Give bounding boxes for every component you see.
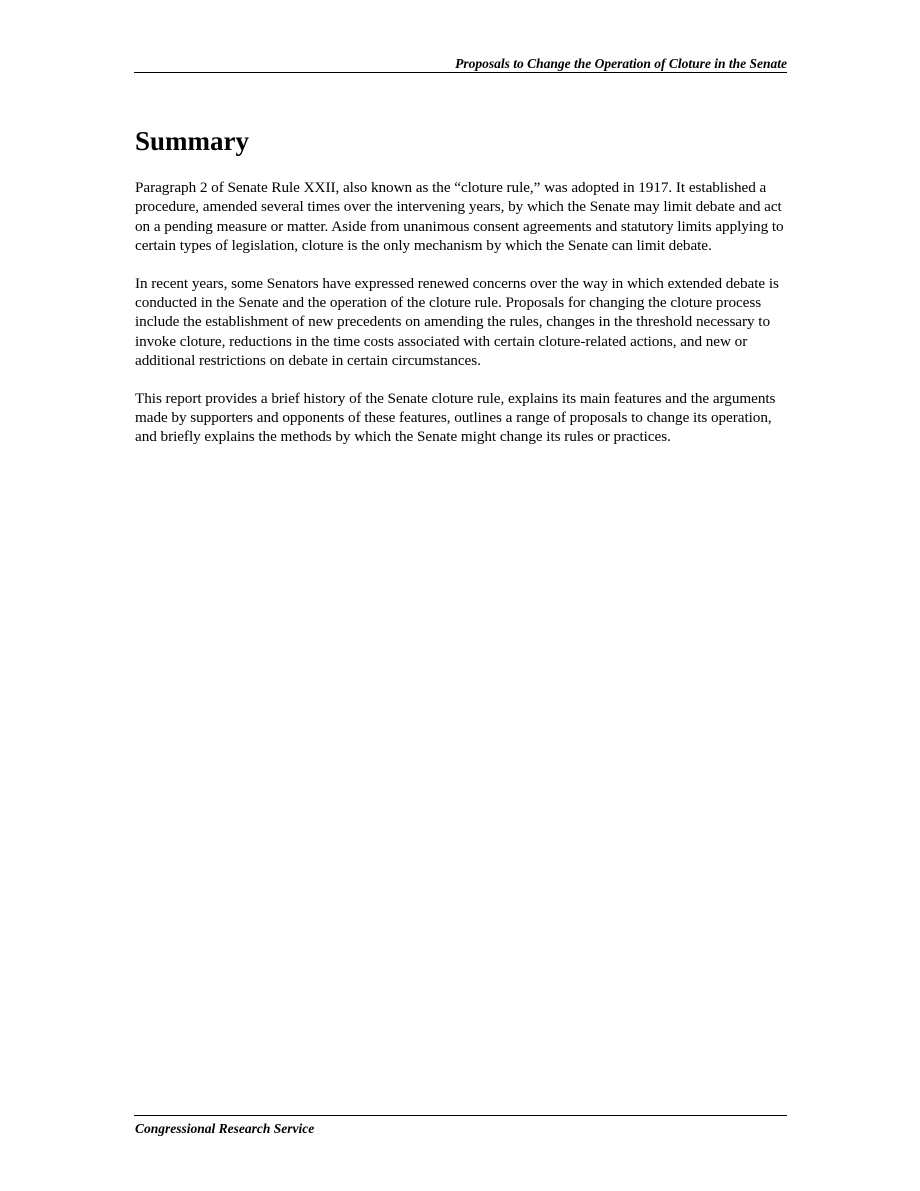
summary-paragraph-1: Paragraph 2 of Senate Rule XXII, also known as the “cloture rule,” was adopted in 1917. It established a procedure, amended several times over the intervening years, by which the Senate may limit debate and act on a pending measure or matter. Aside from unanimous consent agreements and statutory limits applying to certain types of legislation, cloture is the only mechanism by which the Senate can limit debate. <box>135 179 784 255</box>
running-header: Proposals to Change the Operation of Cloture in the Senate <box>455 56 787 71</box>
summary-body <box>135 178 788 465</box>
summary-paragraph-2: In recent years, some Senators have expressed renewed concerns over the way in which extended debate is conducted in the Senate and the operation of the cloture rule. Proposals for changing the cloture process include the establishment of new precedents on amending the rules, changes in the threshold necessary to invoke cloture, reductions in the time costs associated with certain cloture-related actions, and new or additional restrictions on debate in certain circumstances. <box>135 274 779 370</box>
page-title: Summary <box>135 126 249 156</box>
running-footer: Congressional Research Service <box>135 1121 315 1136</box>
summary-paragraph-3: This report provides a brief history of the Senate cloture rule, explains its main features and the arguments made by supporters and opponents of these features, outlines a range of proposals to change its operation, and briefly explains the methods by which the Senate might change its rules or practices. <box>135 389 776 446</box>
header-divider <box>134 72 787 73</box>
footer-divider <box>134 1115 787 1116</box>
